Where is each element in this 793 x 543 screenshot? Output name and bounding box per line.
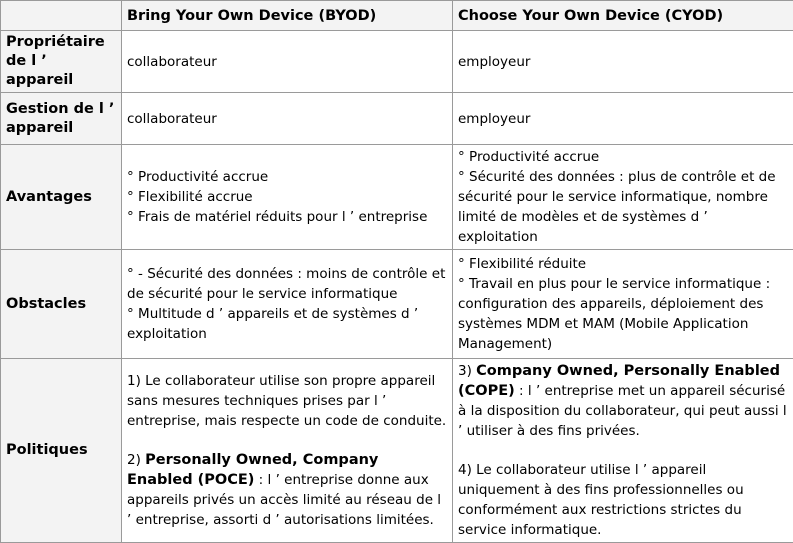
row-label-avantages: Avantages — [1, 145, 122, 250]
row-obstacles — [1, 250, 793, 359]
header-corner-cell — [1, 1, 122, 31]
row-gestion — [1, 93, 793, 145]
cell-obstacles-byod — [122, 250, 453, 359]
cell-proprietaire-cyod: employeur — [453, 31, 793, 93]
policy-2-text — [127, 450, 447, 530]
policy-3-text — [458, 361, 788, 441]
row-politiques — [1, 359, 793, 543]
row-label-gestion: Gestion de l ’ appareil — [1, 93, 122, 145]
cell-avantages-cyod — [453, 145, 793, 250]
cell-politiques-cyod — [453, 359, 793, 543]
row-label-obstacles: Obstacles — [1, 250, 122, 359]
header-cyod: Choose Your Own Device (CYOD) — [453, 1, 793, 31]
list-item: ° Flexibilité accrue — [127, 187, 447, 207]
list-item: ° Travail en plus pour le service informatique : configuration des appareils, déploiement des systèmes MDM et MAM (Mobile Application Management) — [458, 274, 788, 354]
policy-2-description: : l ’ entreprise donne aux appareils privés un accès limité au réseau de l ’ entreprise, assorti d ’ autorisations limitées. — [127, 472, 441, 528]
row-proprietaire — [1, 31, 793, 93]
policy-3-number: 3) — [458, 363, 476, 379]
header-row — [1, 1, 793, 31]
list-item: ° - Sécurité des données : moins de contrôle et de sécurité pour le service informatique — [127, 264, 447, 304]
policy-3-name: Company Owned, Personally Enabled (COPE) — [458, 363, 780, 399]
list-item: ° Multitude d ’ appareils et de systèmes d ’ exploitation — [127, 304, 447, 344]
cell-gestion-byod: collaborateur — [122, 93, 453, 145]
policy-4-text: 4) Le collaborateur utilise l ’ appareil uniquement à des fins professionnelles ou conformément aux restrictions strictes du service informatique. — [458, 460, 788, 540]
policy-2-name: Personally Owned, Company Enabled (POCE) — [127, 452, 378, 488]
list-item: ° Flexibilité réduite — [458, 254, 788, 274]
list-item: ° Productivité accrue — [458, 147, 788, 167]
cell-avantages-byod — [122, 145, 453, 250]
list-item: ° Sécurité des données : plus de contrôle et de sécurité pour le service informatique, nombre limité de modèles et de systèmes d ’ exploitation — [458, 167, 788, 247]
policy-3-description: : l ’ entreprise met un appareil sécurisé à la disposition du collaborateur, qui peut aussi l ’ utiliser à des fins privées. — [458, 383, 787, 439]
cell-proprietaire-byod: collaborateur — [122, 31, 453, 93]
paragraph-spacer — [127, 431, 447, 450]
row-avantages — [1, 145, 793, 250]
row-label-proprietaire: Propriétaire de l ’ appareil — [1, 31, 122, 93]
list-item: ° Frais de matériel réduits pour l ’ entreprise — [127, 207, 447, 227]
policy-1-text: 1) Le collaborateur utilise son propre appareil sans mesures techniques prises par l ’ entreprise, mais respecte un code de conduite. — [127, 371, 447, 431]
cell-obstacles-cyod — [453, 250, 793, 359]
header-byod: Bring Your Own Device (BYOD) — [122, 1, 453, 31]
row-label-politiques: Politiques — [1, 359, 122, 543]
paragraph-spacer — [458, 441, 788, 460]
list-item: ° Productivité accrue — [127, 167, 447, 187]
policy-2-number: 2) — [127, 452, 145, 468]
cell-politiques-byod — [122, 359, 453, 543]
cell-gestion-cyod: employeur — [453, 93, 793, 145]
